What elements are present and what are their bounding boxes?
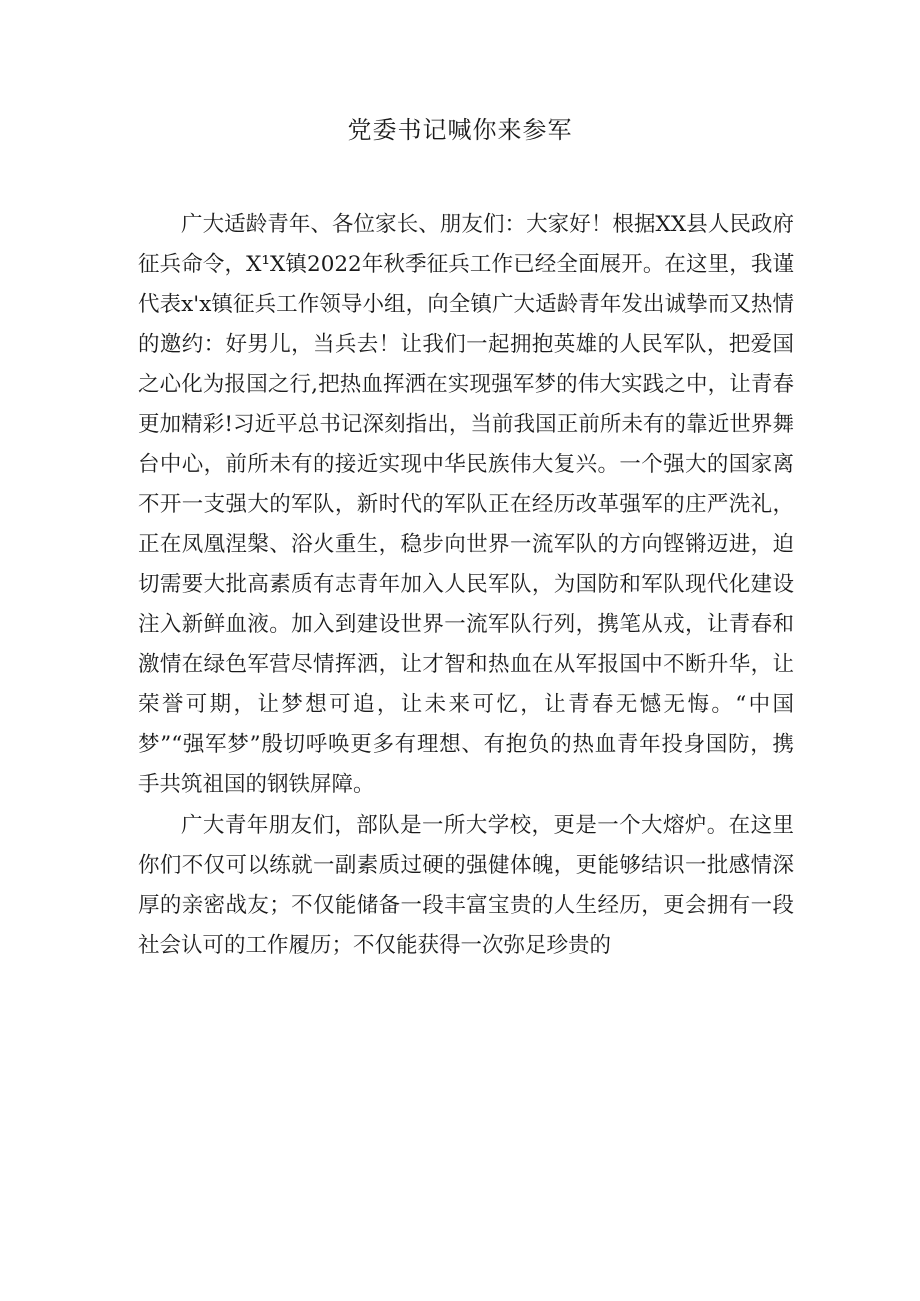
document-body (138, 205, 794, 967)
paragraph-1: 广大适龄青年、各位家长、朋友们：大家好！根据XX县人民政府征兵命令，X¹X镇2022年秋季征兵工作已经全面展开。在这里，我谨代表x'x镇征兵工作领导小组，向全镇广大适龄青年发出诚挚而又热情的邀约：好男儿，当兵去！让我们一起拥抱英雄的人民军队，把爱国之心化为报国之行,把热血挥洒在实现强军梦的伟大实践之中，让青春更加精彩!习近平总书记深刻指出，当前我国正前所未有的靠近世界舞台中心，前所未有的接近实现中华民族伟大复兴。一个强大的国家离不开一支强大的军队，新时代的军队正在经历改革强军的庄严洗礼，正在凤凰涅槃、浴火重生，稳步向世界一流军队的方向铿锵迈进，迫切需要大批高素质有志青年加入人民军队，为国防和军队现代化建设注入新鲜血液。加入到建设世界一流军队行列，携笔从戎，让青春和激情在绿色军营尽情挥洒，让才智和热血在从军报国中不断升华，让荣誉可期，让梦想可追，让未来可忆，让青春无憾无悔。“中国梦”“强军梦”殷切呼唤更多有理想、有抱负的热血青年投身国防，携手共筑祖国的钢铁屏障。 (138, 212, 794, 797)
document-title: 党委书记喊你来参军 (347, 116, 573, 144)
paragraph-2: 广大青年朋友们，部队是一所大学校，更是一个大熔炉。在这里你们不仅可以练就一副素质过硬的强健体魄，更能够结识一批感情深厚的亲密战友；不仅能储备一段丰富宝贵的人生经历，更会拥有一段社会认可的工作履历；不仅能获得一次弥足珍贵的 (138, 813, 794, 958)
